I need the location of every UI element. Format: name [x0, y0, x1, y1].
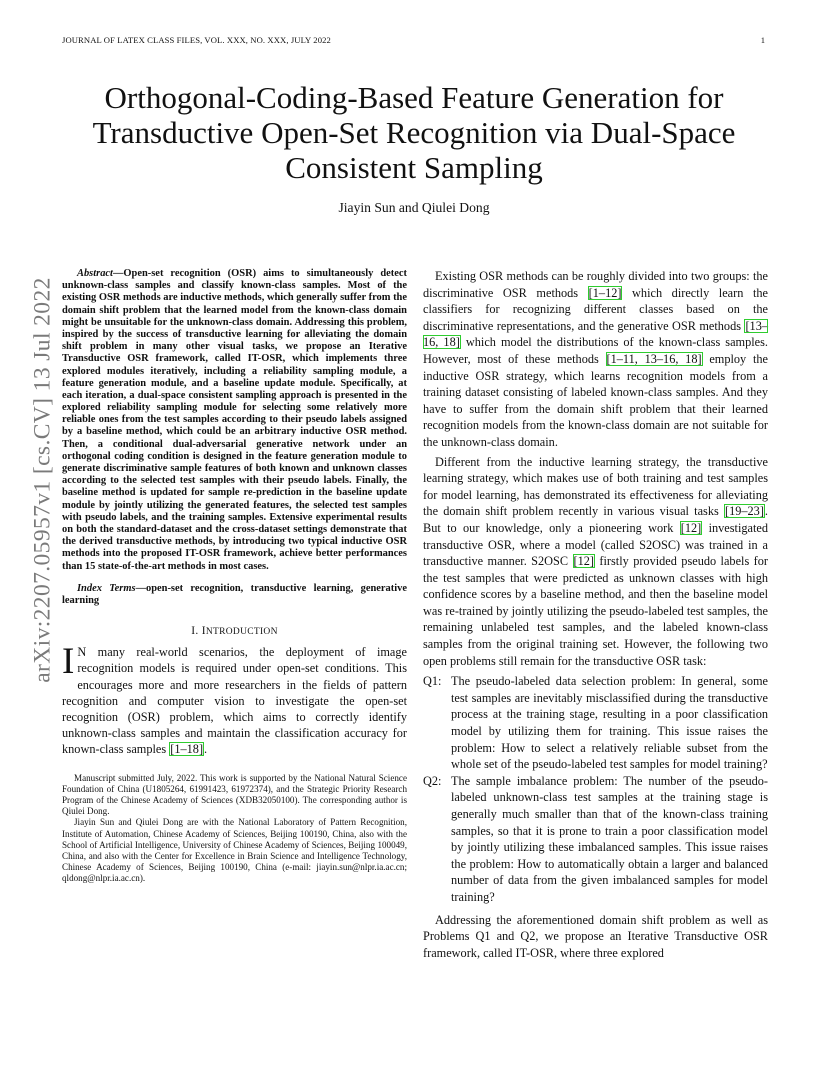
section-numeral: I. I — [191, 625, 206, 638]
page-number: 1 — [760, 35, 765, 45]
paragraph-existing-methods — [423, 268, 768, 451]
citation-link[interactable]: [13–16, 18] — [423, 318, 768, 350]
abstract-text: —Open-set recognition (OSR) aims to simultaneously detect unknown-class samples and classify known-class samples. Most of the existing OSR methods are inductive methods, which generally suffer from the domain shift problem that the learned model from the known-class domain might be unsuitable for the unknown-class domain. Addressing this problem, inspired by the success of transductive learning for alleviating the domain shift problem in many other visual tasks, we propose an Iterative Transductive OSR framework, called IT-OSR, which implements three explored modules iteratively, including a reliability sampling module, a feature generation module, and a baseline update module. Specifically, at each iteration, a dual-space consistent sampling approach is presented in the explored reliability sampling module for selecting some relatively more reliable ones from the test samples according to their pseudo labels assigned by a baseline method, which could be an arbitrary inductive OSR method. Then, a conditional dual-adversarial generative network under an orthogonal coding condition is designed in the feature generation module to generate discriminative sample features of both known and unknown classes according to the selected test samples with their pseudo labels. Finally, the baseline method is updated for sample re-prediction in the baseline update module by jointly utilizing the generated features, the selected test samples with pseudo labels, and the training samples. Extensive experimental results on both the standard-dataset and the cross-dataset settings demonstrate that the derived transductive methods, by introducing two typical inductive OSR methods into the proposed IT-OSR framework, achieve better performances than 15 state-of-the-art methods in most cases. — [62, 268, 407, 572]
citation-link[interactable]: [1–11, 13–16, 18] — [606, 351, 702, 366]
text-run: Different from the inductive learning strategy, the transductive learning strategy, which makes use of both training and test samples for model learning, has demonstrated its effectiveness for alleviating the domain shift problem recently in various visual tasks — [423, 454, 768, 519]
paragraph-transductive — [423, 454, 768, 670]
right-column — [423, 268, 768, 961]
citation-link[interactable]: [1–12] — [588, 285, 622, 300]
paragraph-proposal: Addressing the aforementioned domain shift problem as well as Problems Q1 and Q2, we propose an Iterative Transductive OSR framework, called IT-OSR, where three explored — [423, 912, 768, 960]
text-run: employ the inductive OSR strategy, which learns recognition models from a training dataset consisting of labeled known-class samples. And they have to suffer from the domain shift problem that their learned recognition models from the known-class domain are not suitable for the unknown-class domain. — [423, 351, 768, 449]
citation-link[interactable]: [12] — [680, 520, 702, 535]
problem-text: The sample imbalance problem: The number of the pseudo-labeled unknown-class test samples at the training stage is generally much smaller than that of the known-class training samples, so that it is prone to train a poor classification model by jointly utilizing these imbalanced samples. This issue raises the problem: How to automatically obtain a larger and balanced number of data from the given imbalanced samples for model training? — [451, 773, 768, 904]
index-terms — [62, 583, 407, 607]
problem-list — [423, 673, 768, 905]
abstract-lead: Abstract — [77, 268, 113, 279]
intro-paragraph — [62, 641, 407, 757]
text-run: which model the distributions of the known-class samples. However, most of these methods — [423, 335, 768, 366]
left-column — [62, 268, 407, 885]
authors: Jiayin Sun and Qiulei Dong — [338, 200, 490, 215]
drop-cap: I — [62, 641, 75, 683]
arxiv-stamp-text: arXiv:2207.05957v1 [cs.CV] 13 Jul 2022 — [29, 277, 56, 683]
paper-title: Orthogonal-Coding-Based Feature Generation for Transductive Open-Set Recognition via Dual-Space Consistent Sampling — [92, 80, 736, 185]
footnote-funding: Manuscript submitted July, 2022. This work is supported by the National Natural Science Foundation of China (U1805264, 61991423, 61972374), and the Strategic Priority Research Program of the Chinese Academy of Sciences (XDB32050100). The corresponding author is Qiulei Dong. — [62, 772, 407, 817]
citation-link[interactable]: [12] — [573, 554, 594, 569]
problem-q2 — [423, 773, 768, 906]
section-heading-introduction — [62, 625, 407, 637]
text-run: investigated transductive OSR, where a model (called S2OSC) was trained in a transductive manner. S2OSC — [423, 520, 769, 569]
citation-link[interactable]: [1–18] — [170, 742, 204, 757]
citation-link[interactable]: [19–23] — [724, 504, 764, 519]
section-title: NTRODUCTION — [205, 627, 278, 638]
intro-text: many real-world scenarios, the deployment of image recognition models is required under open-set conditions. This encourages more and more researchers in the fields of pattern recognition and computer vision to investigate the open-set recognition (OSR) problem, which aims to correctly identify unknown-class samples and maintain the classification accuracy for known-class samples — [62, 645, 407, 757]
problem-text: The pseudo-labeled data selection problem: In general, some test samples are inevitably misclassified during the transductive process at the training stage, resulting in a poor classification model by utilizing them for training. This issue raises the problem: How to select a relatively reliable subset from the whole set of the pseudo-labeled test samples for model training? — [451, 674, 768, 772]
intro-first-rest: N — [77, 645, 87, 660]
abstract — [62, 268, 407, 573]
text-run: which directly learn the classifiers for recognizing different classes based on the discriminative representations, and the generative OSR methods — [423, 285, 768, 333]
footnote-affiliation: Jiayin Sun and Qiulei Dong are with the National Laboratory of Pattern Recognition, Institute of Automation, Chinese Academy of Sciences, Beijing 100190, China, also with the School of Artificial Intelligence, University of Chinese Academy of Sciences, Beijing 100049, China, and also with the Center for Excellence in Brain Science and Intelligence Technology, Chinese Academy of Sciences, Beijing 100190, China (e-mail: jiayin.sun@nlpr.ia.ac.cn; qldong@nlpr.ia.ac.cn). — [62, 817, 407, 884]
problem-label: Q2: — [423, 773, 442, 788]
problem-q1 — [423, 673, 768, 773]
intro-text-end: . — [204, 742, 208, 757]
text-run: . But to our knowledge, only a pioneering work — [423, 504, 768, 535]
problem-label: Q1: — [423, 674, 442, 689]
footnotes — [62, 773, 407, 885]
index-terms-text: —open-set recognition, transductive learning, generative learning — [62, 582, 407, 606]
index-terms-lead: Index Terms — [77, 582, 136, 594]
running-header: JOURNAL OF LATEX CLASS FILES, VOL. XXX, NO. XXX, JULY 2022 — [62, 35, 331, 45]
text-run: firstly provided pseudo labels for the test samples that were predicted as unknown classes with high confidence scores by a baseline method, and then the baseline model was re-trained by jointly utilizing the pseudo-labeled test samples, the remaining unlabeled test samples, and the labeled known-class samples from the original training set. However, the following two open problems still remain for the transductive OSR task: — [423, 554, 768, 668]
text-run: Existing OSR methods can be roughly divided into two groups: the discriminative OSR methods — [423, 269, 768, 300]
